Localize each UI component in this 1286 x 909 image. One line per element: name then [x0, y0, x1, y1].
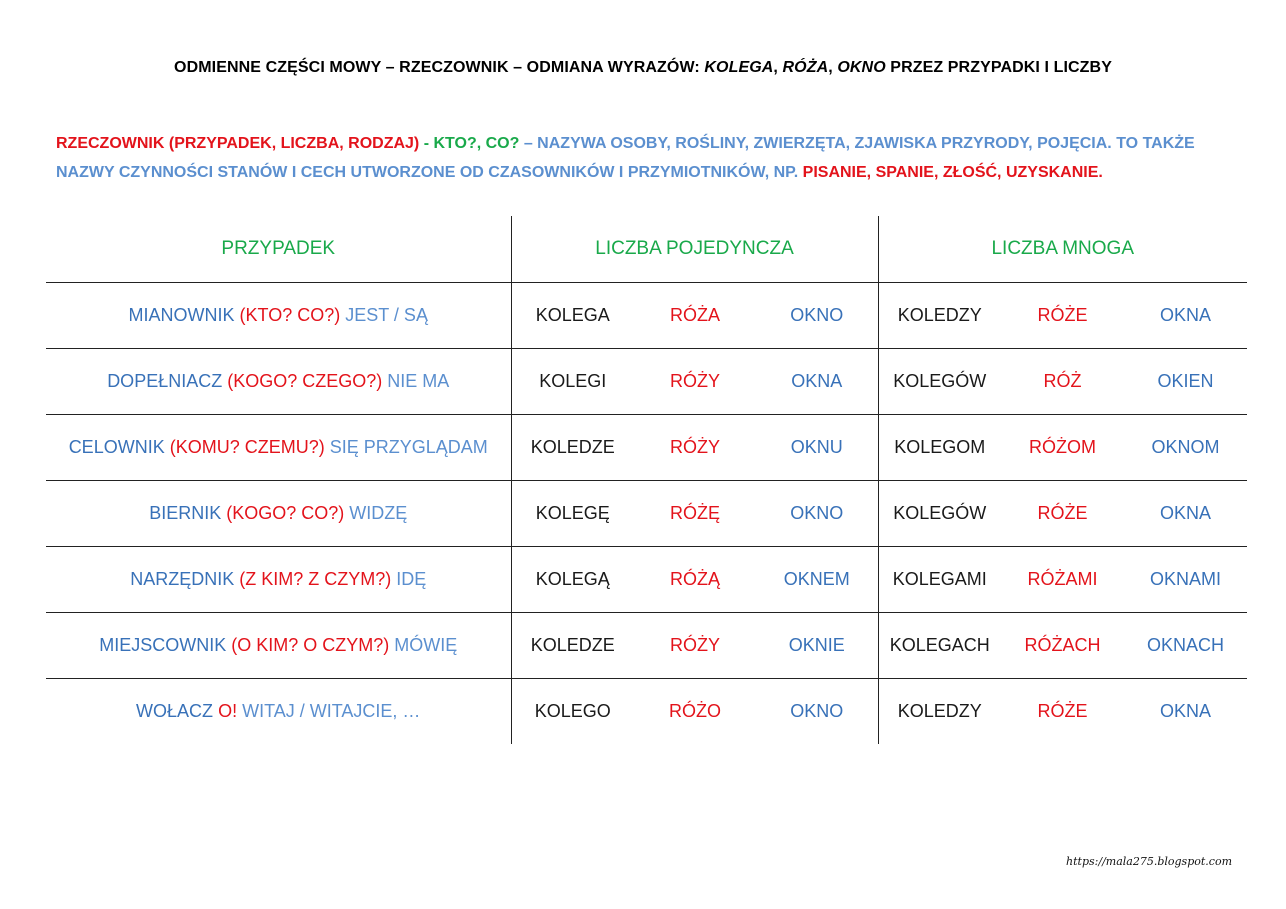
- plural-okno-cell: OKNACH: [1124, 613, 1247, 679]
- case-name: MIEJSCOWNIK: [99, 635, 227, 655]
- title-word-kolega: KOLEGA: [704, 59, 774, 76]
- case-cell: [46, 349, 511, 415]
- case-question: (KTO? CO?): [239, 305, 341, 325]
- plural-roza-cell: RÓŻ: [1001, 349, 1124, 415]
- plural-kolega-cell: KOLEDZY: [878, 283, 1001, 349]
- title-text-end: PRZEZ PRZYPADKI I LICZBY: [885, 59, 1112, 76]
- intro-paragraph: [56, 129, 1246, 187]
- case-cell: [46, 415, 511, 481]
- header-singular: LICZBA POJEDYNCZA: [511, 216, 878, 283]
- plural-kolega-cell: KOLEGACH: [878, 613, 1001, 679]
- singular-roza-cell: RÓŻY: [634, 349, 756, 415]
- intro-questions: KTO?, CO?: [433, 135, 520, 152]
- singular-roza-cell: RÓŻĘ: [634, 481, 756, 547]
- table-row: [46, 547, 1247, 613]
- title-comma: ,: [773, 59, 783, 76]
- plural-okno-cell: OKNOM: [1124, 415, 1247, 481]
- title-word-roza: RÓŻA: [782, 59, 829, 76]
- table-row: [46, 679, 1247, 745]
- case-name: CELOWNIK: [68, 437, 165, 457]
- singular-roza-cell: RÓŻY: [634, 613, 756, 679]
- case-hint: JEST / SĄ: [345, 305, 428, 325]
- singular-kolega-cell: KOLEGA: [511, 283, 634, 349]
- singular-roza-cell: RÓŻA: [634, 283, 756, 349]
- case-hint: WITAJ / WITAJCIE, …: [242, 701, 421, 721]
- case-hint: SIĘ PRZYGLĄDAM: [329, 437, 488, 457]
- title-comma: ,: [828, 59, 838, 76]
- plural-roza-cell: RÓŻAMI: [1001, 547, 1124, 613]
- declension-table: [46, 216, 1247, 744]
- case-cell: [46, 283, 511, 349]
- case-hint: WIDZĘ: [349, 503, 408, 523]
- plural-kolega-cell: KOLEDZY: [878, 679, 1001, 745]
- intro-examples: PISANIE, SPANIE, ZŁOŚĆ, UZYSKANIE: [802, 164, 1099, 181]
- case-hint: IDĘ: [396, 569, 427, 589]
- case-question: O!: [218, 701, 238, 721]
- footer-url: https://mala275.blogspot.com: [1066, 855, 1232, 868]
- header-case: PRZYPADEK: [46, 216, 511, 283]
- singular-okno-cell: OKNO: [756, 283, 878, 349]
- title-text: ODMIENNE CZĘŚCI MOWY – RZECZOWNIK – ODMIANA WYRAZÓW:: [174, 59, 705, 76]
- case-name: BIERNIK: [149, 503, 222, 523]
- case-hint: NIE MA: [387, 371, 450, 391]
- singular-kolega-cell: KOLEDZE: [511, 613, 634, 679]
- case-cell: [46, 481, 511, 547]
- plural-okno-cell: OKNA: [1160, 701, 1212, 721]
- case-cell: [46, 547, 511, 613]
- page-title: [0, 59, 1286, 77]
- plural-roza-cell: RÓŻOM: [1001, 415, 1124, 481]
- case-name: WOŁACZ: [136, 701, 214, 721]
- singular-roza-cell: RÓŻY: [634, 415, 756, 481]
- case-name: MIANOWNIK: [128, 305, 235, 325]
- case-question: (KOGO? CZEGO?): [227, 371, 383, 391]
- singular-kolega-cell: KOLEGĄ: [511, 547, 634, 613]
- case-name: NARZĘDNIK: [130, 569, 235, 589]
- intro-term: RZECZOWNIK (PRZYPADEK, LICZBA, RODZAJ): [56, 135, 420, 152]
- intro-dash: -: [419, 135, 434, 152]
- singular-okno-cell: OKNIE: [756, 613, 878, 679]
- intro-period: .: [1098, 164, 1103, 181]
- table-row: [46, 613, 1247, 679]
- table-header-row: [46, 216, 1247, 283]
- case-cell: [46, 613, 511, 679]
- case-question: (KOMU? CZEMU?): [169, 437, 325, 457]
- plural-okno-cell: OKNAMI: [1124, 547, 1247, 613]
- plural-okno-cell: OKNA: [1124, 481, 1247, 547]
- plural-roza-cell: RÓŻACH: [1001, 613, 1124, 679]
- singular-okno-cell: OKNO: [790, 701, 844, 721]
- singular-kolega-cell: KOLEGO: [511, 679, 634, 745]
- plural-kolega-cell: KOLEGÓW: [878, 349, 1001, 415]
- case-question: (O KIM? O CZYM?): [231, 635, 390, 655]
- table-row: [46, 415, 1247, 481]
- table-row: [46, 349, 1247, 415]
- plural-okno-cell: OKIEN: [1124, 349, 1247, 415]
- plural-okno-cell: OKNA: [1124, 283, 1247, 349]
- case-question: (Z KIM? Z CZYM?): [239, 569, 392, 589]
- plural-roza-cell: RÓŻE: [1037, 701, 1088, 721]
- case-name: DOPEŁNIACZ: [107, 371, 223, 391]
- title-word-okno: OKNO: [837, 59, 886, 76]
- singular-okno-cell: OKNA: [756, 349, 878, 415]
- plural-kolega-cell: KOLEGÓW: [878, 481, 1001, 547]
- case-cell: [46, 679, 511, 745]
- singular-roza-cell: RÓŻĄ: [634, 547, 756, 613]
- singular-roza-cell: RÓŻO: [669, 701, 721, 721]
- singular-okno-cell: OKNEM: [756, 547, 878, 613]
- singular-okno-cell: OKNO: [756, 481, 878, 547]
- case-hint: MÓWIĘ: [394, 635, 458, 655]
- singular-okno-cell: OKNU: [756, 415, 878, 481]
- plural-roza-cell: RÓŻE: [1001, 283, 1124, 349]
- intro-definition: – NAZYWA OSOBY, ROŚLINY, ZWIERZĘTA, ZJAWISKA PRZYRODY, POJĘCIA. TO TAKŻE NAZWY CZYNNOŚCI STANÓW I CECH UTWORZONE OD CZASOWNIKÓW I PRZYMIOTNIKÓW, NP.: [56, 135, 1195, 181]
- plural-kolega-cell: KOLEGOM: [878, 415, 1001, 481]
- case-question: (KOGO? CO?): [226, 503, 345, 523]
- plural-kolega-cell: KOLEGAMI: [878, 547, 1001, 613]
- table-row: [46, 481, 1247, 547]
- singular-kolega-cell: KOLEGĘ: [511, 481, 634, 547]
- singular-kolega-cell: KOLEDZE: [511, 415, 634, 481]
- singular-kolega-cell: KOLEGI: [511, 349, 634, 415]
- table-row: [46, 283, 1247, 349]
- plural-roza-cell: RÓŻE: [1001, 481, 1124, 547]
- header-plural: LICZBA MNOGA: [878, 216, 1247, 283]
